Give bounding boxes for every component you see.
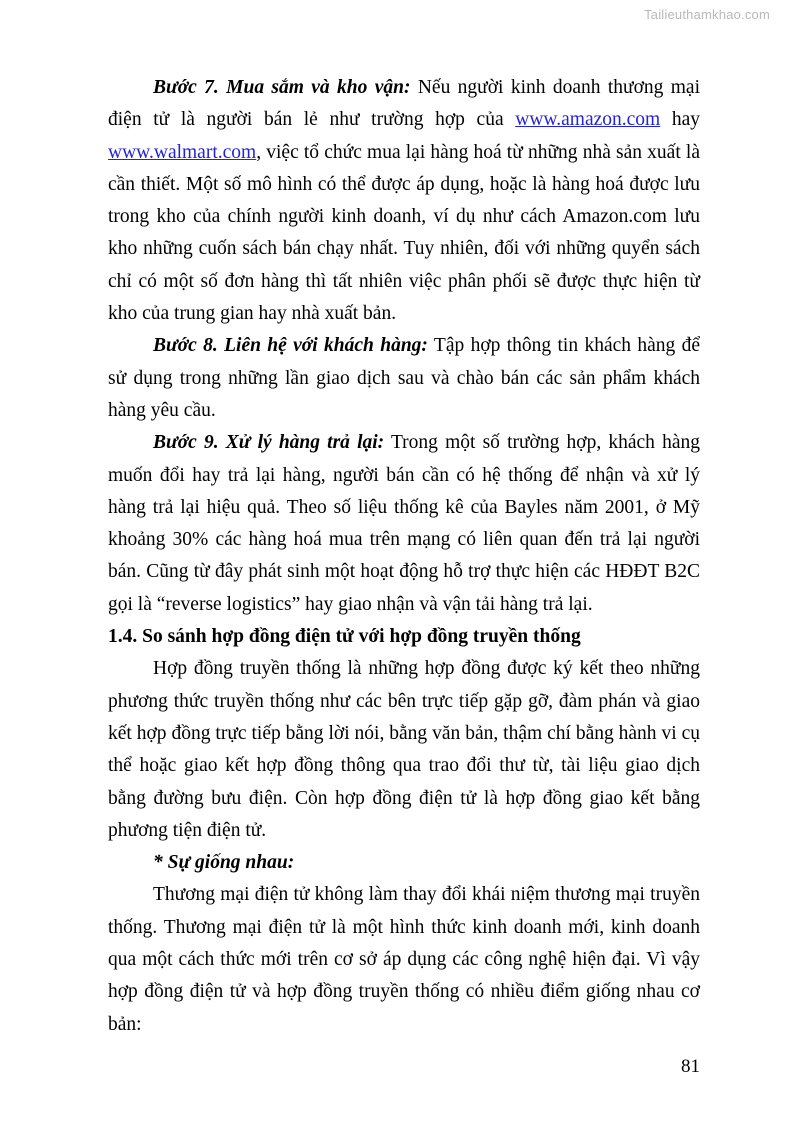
- walmart-link[interactable]: www.walmart.com: [108, 141, 257, 163]
- watermark-text: Tailieuthamkhao.com: [644, 7, 770, 22]
- subheading-similarity: * Sự giống nhau:: [153, 852, 295, 874]
- step-9-text: Trong một số trường hợp, khách hàng muốn đổi hay trả lại hàng, người bán cần có hệ thống để nhận và xử lý hàng trả lại hiệu quả. Theo số liệu thống kê của Bayles năm 2001, ở Mỹ khoảng 30% các hàng hoá mua trên mạng có liên quan đến trả lại người bán. Cũng từ đây phát sinh một hoạt động hỗ trợ thực hiện các HĐĐT B2C gọi là “reverse logistics” hay giao nhận và vận tải hàng trả lại.: [108, 432, 700, 615]
- paragraph-traditional-contract: Hợp đồng truyền thống là những hợp đồng được ký kết theo những phương thức truyền thống như các bên trực tiếp gặp gỡ, đàm phán và giao kết hợp đồng trực tiếp bằng lời nói, bằng văn bản, thậm chí bằng hành vi cụ thể hoặc giao kết hợp đồng thông qua trao đổi thư từ, tài liệu giao dịch bằng đường bưu điện. Còn hợp đồng điện tử là hợp đồng giao kết bằng phương tiện điện tử.: [108, 658, 700, 841]
- paragraph-similarity: Thương mại điện tử không làm thay đổi khái niệm thương mại truyền thống. Thương mại điện tử là một hình thức kinh doanh mới, kinh doanh qua một cách thức mới trên cơ sở áp dụng các công nghệ hiện đại. Vì vậy hợp đồng điện tử và hợp đồng truyền thống có nhiều điểm giống nhau cơ bản:: [108, 884, 700, 1035]
- amazon-link[interactable]: www.amazon.com: [515, 109, 661, 131]
- step-8-label: Bước 8. Liên hệ với khách hàng:: [153, 335, 428, 357]
- step-7-label: Bước 7. Mua sắm và kho vận:: [153, 77, 411, 98]
- page-number: 81: [681, 1056, 700, 1077]
- section-heading-1-4: 1.4. So sánh hợp đồng điện tử với hợp đồng truyền thống: [108, 626, 581, 648]
- paragraph-step-8: [108, 330, 700, 427]
- step-9-label: Bước 9. Xử lý hàng trả lại:: [153, 432, 385, 454]
- document-body: [108, 72, 700, 1041]
- paragraph-step-9: [108, 427, 700, 621]
- paragraph-step-7: [108, 72, 700, 330]
- step-8-text: Tập hợp thông tin khách hàng để sử dụng trong những lần giao dịch sau và chào bán các sản phẩm khách hàng yêu cầu.: [108, 335, 701, 421]
- step-7-text-part-3: , việc tổ chức mua lại hàng hoá từ những nhà sản xuất là cần thiết. Một số mô hình có thể được áp dụng, hoặc là hàng hoá được lưu trong kho của chính người kinh doanh, ví dụ như cách Amazon.com lưu kho những cuốn sách bán chạy nhất. Tuy nhiên, đối với những quyển sách chỉ có một số đơn hàng thì tất nhiên việc phân phối sẽ được thực hiện từ kho của trung gian hay nhà xuất bản.: [108, 141, 700, 325]
- step-7-text-part-1: Nếu người kinh doanh thương mại điện tử là người bán lẻ như trường hợp của: [108, 77, 700, 131]
- step-7-text-part-2: hay: [660, 109, 700, 131]
